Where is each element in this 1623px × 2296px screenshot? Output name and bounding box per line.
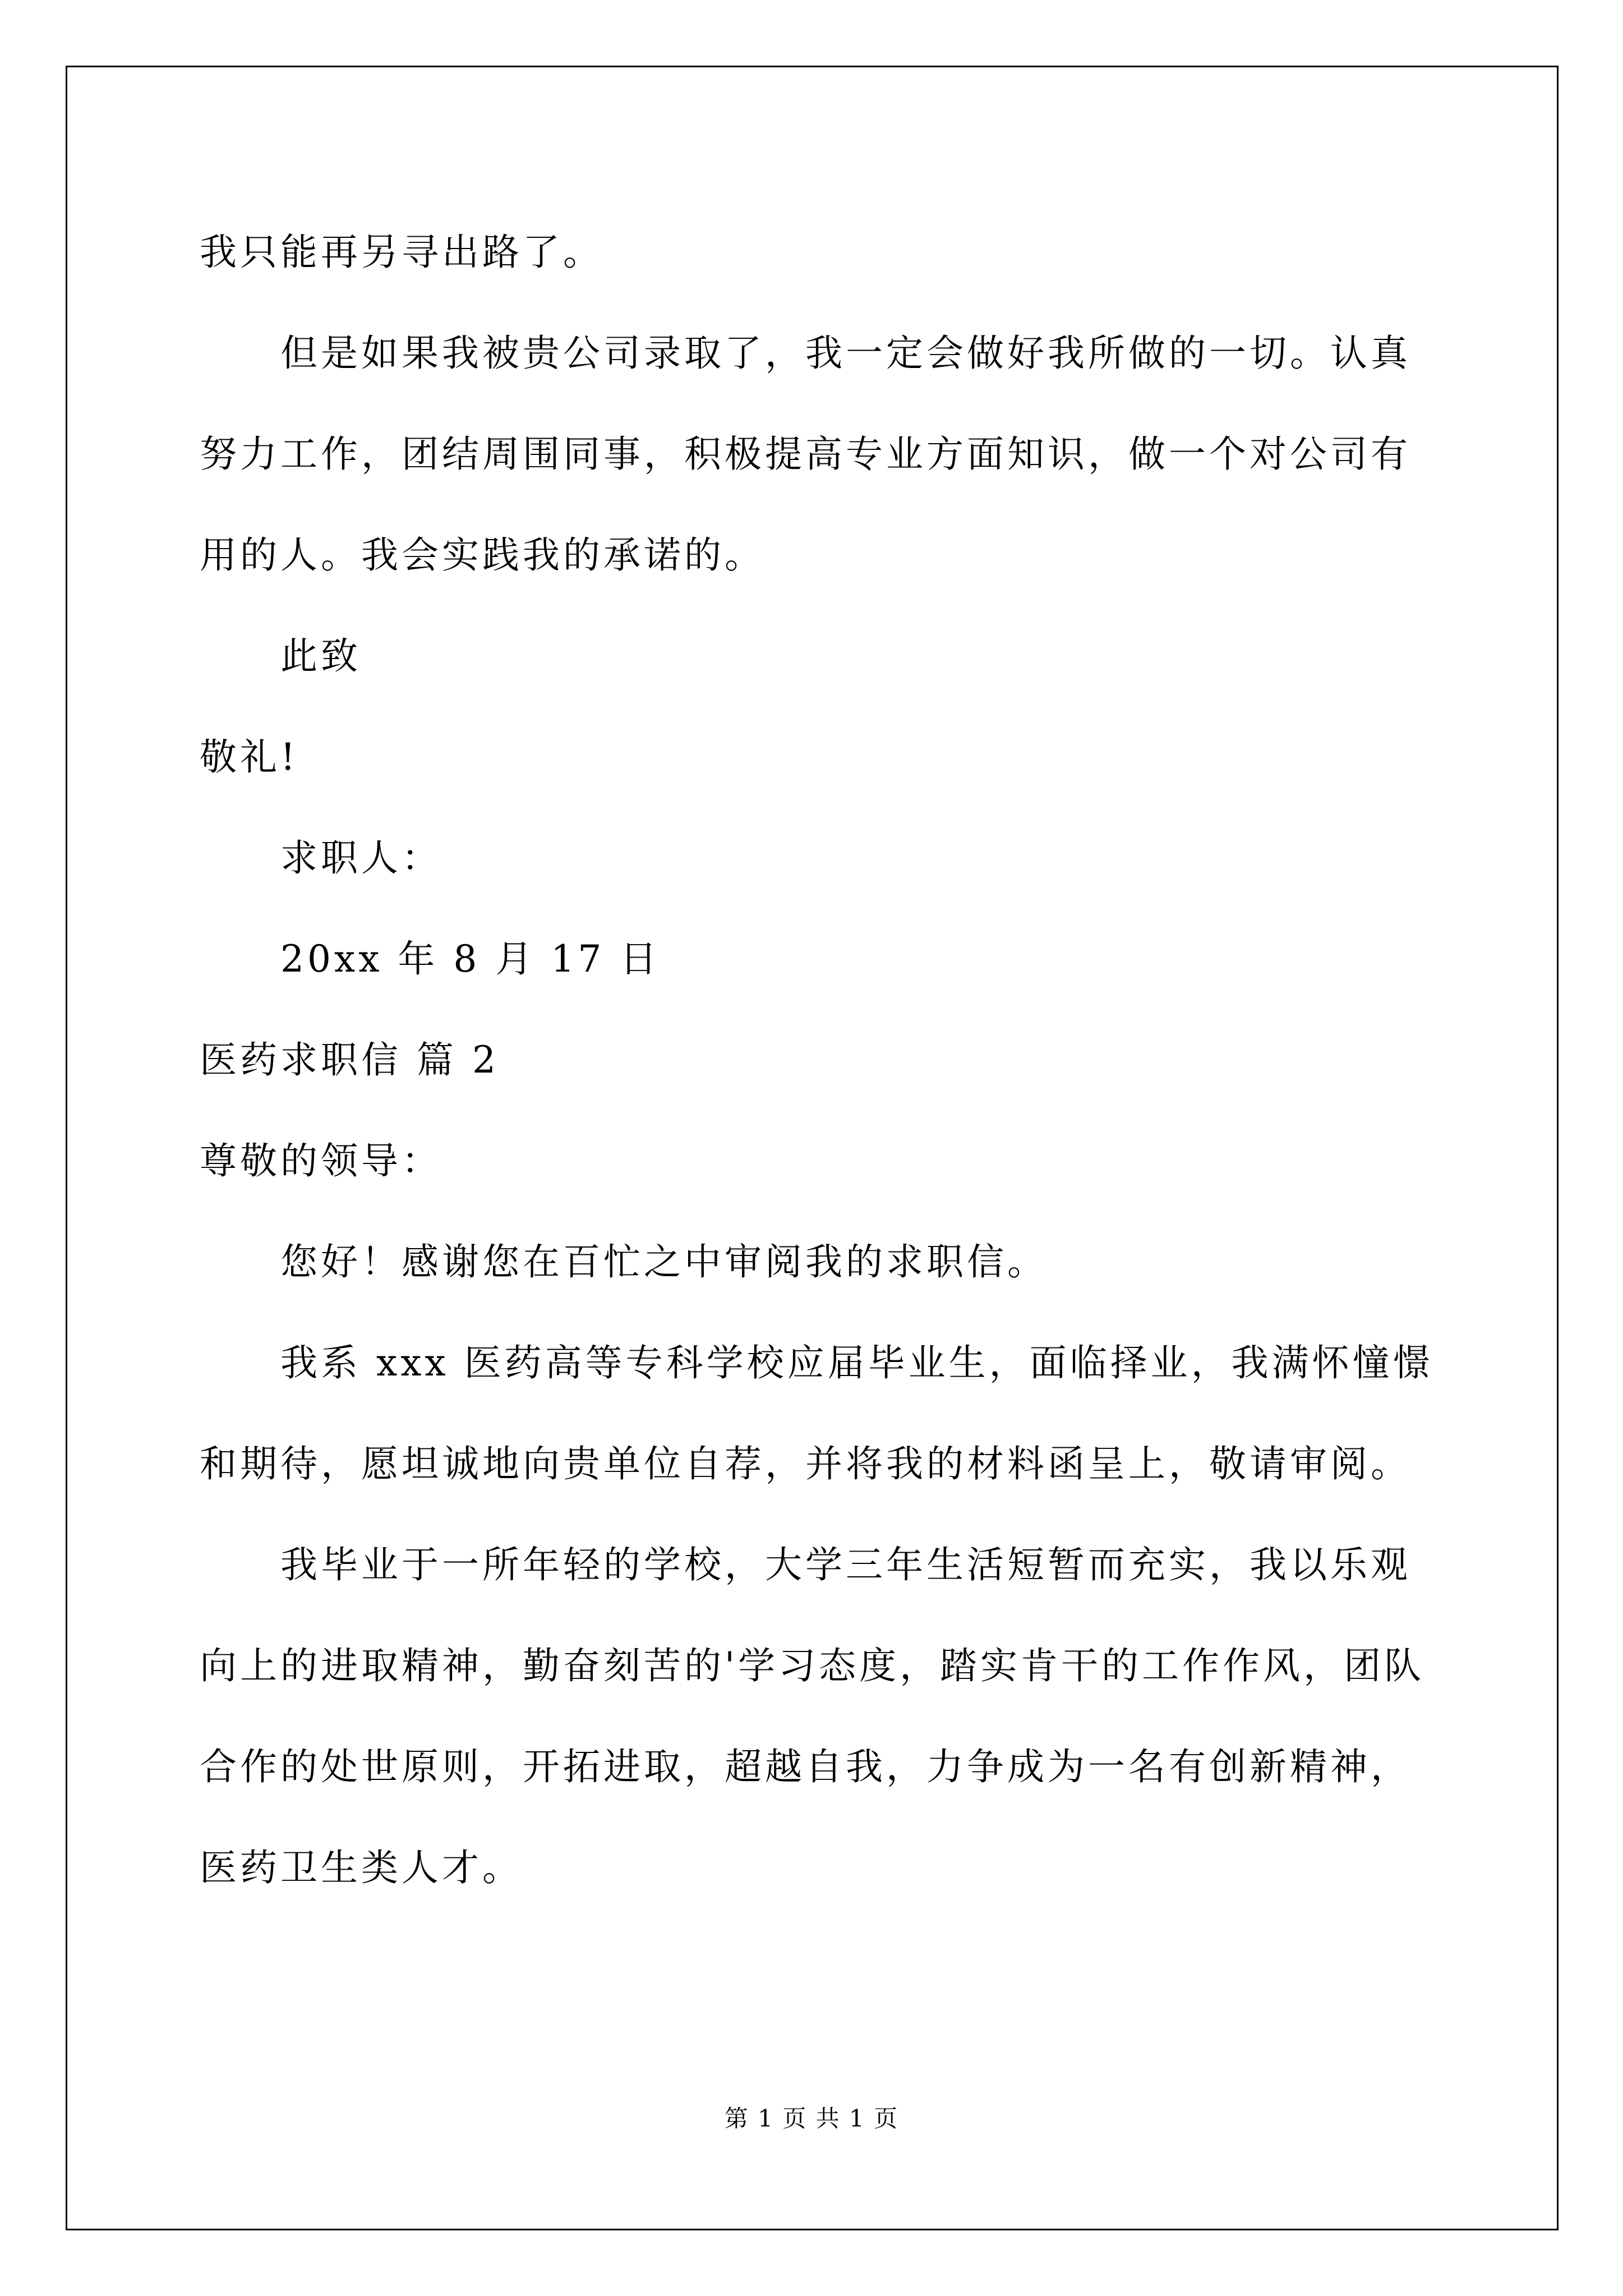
text-line: 您好！感谢您在百忙之中审阅我的求职信。 xyxy=(280,1240,1048,1283)
signature-label: 求职人： xyxy=(280,836,442,880)
text-line: 医药卫生类人才。 xyxy=(200,1846,523,1889)
text-line: 合作的处世原则，开拓进取，超越自我，力争成为一名有创新精神， xyxy=(200,1745,1411,1788)
page-footer: 第 1 页 共 1 页 xyxy=(724,2105,899,2132)
section-heading: 医药求职信 篇 2 xyxy=(200,1038,499,1082)
text-line: 我系 xxx 医药高等专科学校应届毕业生，面临择业，我满怀憧憬 xyxy=(280,1341,1433,1384)
text-line: 我毕业于一所年轻的学校，大学三年生活短暂而充实，我以乐观 xyxy=(280,1543,1411,1586)
text-line: 努力工作，团结周围同事，积极提高专业方面知识，做一个对公司有 xyxy=(200,432,1411,476)
letter-date: 20xx 年 8 月 17 日 xyxy=(280,937,661,981)
salutation-closing: 敬礼! xyxy=(200,735,299,779)
text-line: 和期待，愿坦诚地向贵单位自荐，并将我的材料函呈上，敬请审阅。 xyxy=(200,1442,1411,1485)
text-line: 我只能再另寻出路了。 xyxy=(200,231,603,274)
letter-greeting: 尊敬的领导： xyxy=(200,1139,442,1182)
text-line: 用的人。我会实践我的承诺的。 xyxy=(200,533,765,577)
closing-phrase: 此致 xyxy=(280,634,361,678)
text-line: 但是如果我被贵公司录取了，我一定会做好我所做的一切。认真 xyxy=(280,332,1411,375)
text-line: 向上的进取精神，勤奋刻苦的'学习态度，踏实肯干的工作作风，团队 xyxy=(200,1644,1425,1687)
document-body xyxy=(200,202,1433,1918)
